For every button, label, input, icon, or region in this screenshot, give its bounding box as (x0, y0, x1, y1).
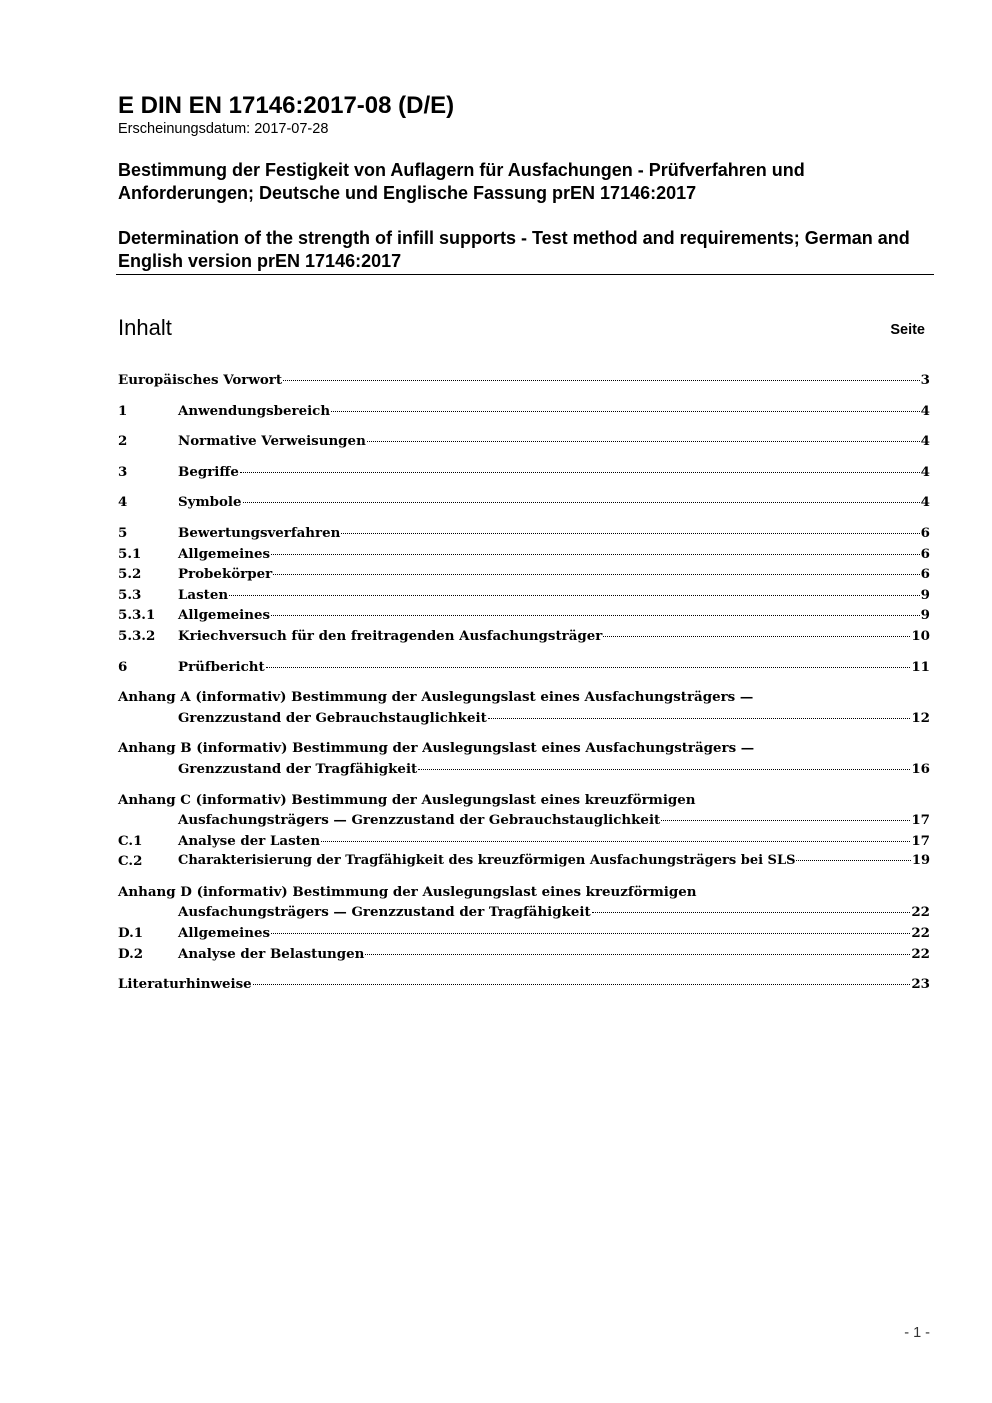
toc-entry-bibliography[interactable] (118, 974, 930, 995)
toc-entry-page: 4 (920, 402, 930, 419)
title-german: Bestimmung der Festigkeit von Auflagern für Ausfachungen - Prüfverfahren und Anforderungen; Deutsche und Englische Fassung prEN 17146:2017 (118, 160, 805, 203)
leader-dots (321, 841, 910, 842)
toc-entry-5-2[interactable] (118, 564, 930, 585)
toc-entry-title: Allgemeines (178, 545, 271, 562)
toc-entry-title: Begriffe (178, 463, 239, 480)
toc-entry-title: Europäisches Vorwort (118, 372, 283, 388)
leader-dots (418, 769, 910, 770)
toc-entry-page: 9 (920, 607, 930, 624)
leader-dots (592, 912, 911, 913)
toc-entry-page: 16 (911, 760, 930, 777)
toc-entry-number: 5.2 (118, 566, 142, 583)
toc-entry-page: 4 (920, 494, 930, 511)
toc-entry-annex-d[interactable] (118, 882, 930, 923)
toc-entry-page: 6 (920, 566, 930, 583)
toc-entry-number: 2 (118, 433, 128, 450)
leader-dots (367, 441, 920, 442)
toc-entry-3[interactable] (118, 462, 930, 483)
toc-entry-number: 4 (118, 494, 128, 511)
toc-entry-page: 6 (920, 545, 930, 562)
toc-entry-title: Bewertungsverfahren (178, 524, 341, 541)
toc-entry-page: 19 (911, 853, 930, 869)
leader-dots (243, 502, 920, 503)
toc-entry-c-1[interactable] (118, 831, 930, 852)
toc-entry-4[interactable] (118, 492, 930, 513)
leader-dots (488, 718, 911, 719)
toc-entry-title: Lasten (178, 586, 229, 603)
toc-entry-number: 5.3 (118, 586, 142, 603)
toc-entry-c-2[interactable] (118, 851, 930, 872)
toc-entry-number: 3 (118, 463, 128, 480)
toc-entry-page: 6 (920, 524, 930, 541)
toc-entry-page: 9 (920, 586, 930, 603)
toc-entry-number: 6 (118, 658, 128, 675)
toc-annex-subtitle: Ausfachungsträgers — Grenzzustand der Tragfähigkeit (178, 904, 591, 921)
leader-dots (271, 615, 920, 616)
leader-dots (271, 933, 910, 934)
toc-entry-title: Analyse der Belastungen (178, 945, 365, 962)
toc-entry-6[interactable] (118, 657, 930, 678)
toc-entry-number: C.2 (118, 853, 143, 870)
toc-entry-page: 17 (911, 812, 930, 829)
toc-annex-title: Anhang B (informativ) Bestimmung der Auslegungslast eines Ausfachungsträgers — (118, 740, 755, 757)
toc-entry-page: 4 (920, 463, 930, 480)
toc-heading: Inhalt (118, 315, 172, 340)
toc-entry-number: D.1 (118, 925, 144, 942)
toc-entry-page: 23 (911, 976, 930, 993)
toc-entry-annex-b[interactable] (118, 738, 930, 779)
toc-entry-2[interactable] (118, 431, 930, 452)
toc-entry-5-1[interactable] (118, 544, 930, 565)
toc-entry-1[interactable] (118, 401, 930, 422)
toc-entry-title: Kriechversuch für den freitragenden Ausfachungsträger (178, 627, 603, 644)
toc-entry-d-2[interactable] (118, 944, 930, 965)
toc-entry-title: Charakterisierung der Tragfähigkeit des kreuzförmigen Ausfachungsträgers bei SLS (178, 853, 796, 869)
toc-entry-5-3[interactable] (118, 585, 930, 606)
toc-entry-5-3-1[interactable] (118, 605, 930, 626)
toc-entry-annex-a[interactable] (118, 687, 930, 728)
leader-dots (253, 984, 911, 985)
toc-entry-title: Allgemeines (178, 607, 271, 624)
leader-dots (273, 574, 920, 575)
toc-entry-title: Anwendungsbereich (178, 402, 331, 419)
toc-annex-title: Anhang D (informativ) Bestimmung der Auslegungslast eines kreuzförmigen (118, 883, 697, 900)
leader-dots (661, 820, 910, 821)
toc-entry-annex-c[interactable] (118, 790, 930, 831)
toc-entry-number: 5.3.2 (118, 627, 156, 644)
toc-entry-d-1[interactable] (118, 923, 930, 944)
page-number: - 1 - (904, 1325, 930, 1341)
toc-entry-number: 1 (118, 402, 128, 419)
toc-entry-page: 10 (911, 627, 930, 644)
document-id: E DIN EN 17146:2017-08 (D/E) (118, 92, 455, 119)
toc-entry-title: Probekörper (178, 566, 273, 583)
toc-entry-title: Literaturhinweise (118, 976, 252, 993)
leader-dots (240, 472, 920, 473)
leader-dots (271, 554, 920, 555)
toc-entry-5-3-2[interactable] (118, 626, 930, 647)
toc-entry-page: 12 (911, 709, 930, 726)
toc-entry-number: C.1 (118, 832, 143, 849)
leader-dots (283, 380, 920, 381)
toc-entry-5[interactable] (118, 523, 930, 544)
leader-dots (266, 667, 911, 668)
table-of-contents (118, 370, 930, 995)
toc-entry-page: 22 (911, 904, 930, 921)
toc-entry-title: Analyse der Lasten (178, 832, 321, 849)
toc-page-label: Seite (890, 322, 925, 338)
header-divider (116, 274, 934, 275)
toc-annex-title: Anhang C (informativ) Bestimmung der Auslegungslast eines kreuzförmigen (118, 791, 696, 808)
toc-entry-number: 5 (118, 524, 128, 541)
toc-entry-number: D.2 (118, 945, 144, 962)
toc-entry-page: 4 (920, 433, 930, 450)
toc-entry-page: 22 (911, 925, 930, 942)
leader-dots (341, 533, 919, 534)
toc-annex-title: Anhang A (informativ) Bestimmung der Auslegungslast eines Ausfachungsträgers — (118, 689, 754, 706)
toc-entry-number: 5.1 (118, 545, 142, 562)
toc-annex-subtitle: Grenzzustand der Gebrauchstauglichkeit (178, 709, 487, 726)
leader-dots (331, 411, 920, 412)
leader-dots (365, 954, 910, 955)
toc-entry-title: Allgemeines (178, 925, 271, 942)
toc-entry-title: Normative Verweisungen (178, 433, 366, 450)
title-english: Determination of the strength of infill supports - Test method and requirements; German and English version prEN 17146:2017 (118, 228, 910, 271)
document-header (118, 92, 934, 273)
toc-annex-subtitle: Grenzzustand der Tragfähigkeit (178, 760, 418, 777)
toc-entry-page: 11 (911, 658, 930, 675)
toc-entry-page: 22 (911, 945, 930, 962)
leader-dots (603, 636, 910, 637)
leader-dots (796, 860, 910, 861)
toc-entry-foreword[interactable] (118, 370, 930, 391)
toc-entry-number: 5.3.1 (118, 607, 156, 624)
toc-entry-title: Symbole (178, 494, 242, 511)
toc-annex-subtitle: Ausfachungsträgers — Grenzzustand der Gebrauchstauglichkeit (178, 812, 661, 829)
toc-entry-page: 17 (911, 832, 930, 849)
publication-date: Erscheinungsdatum: 2017-07-28 (118, 121, 329, 137)
toc-entry-page: 3 (920, 372, 930, 388)
leader-dots (229, 595, 920, 596)
toc-entry-title: Prüfbericht (178, 658, 265, 675)
